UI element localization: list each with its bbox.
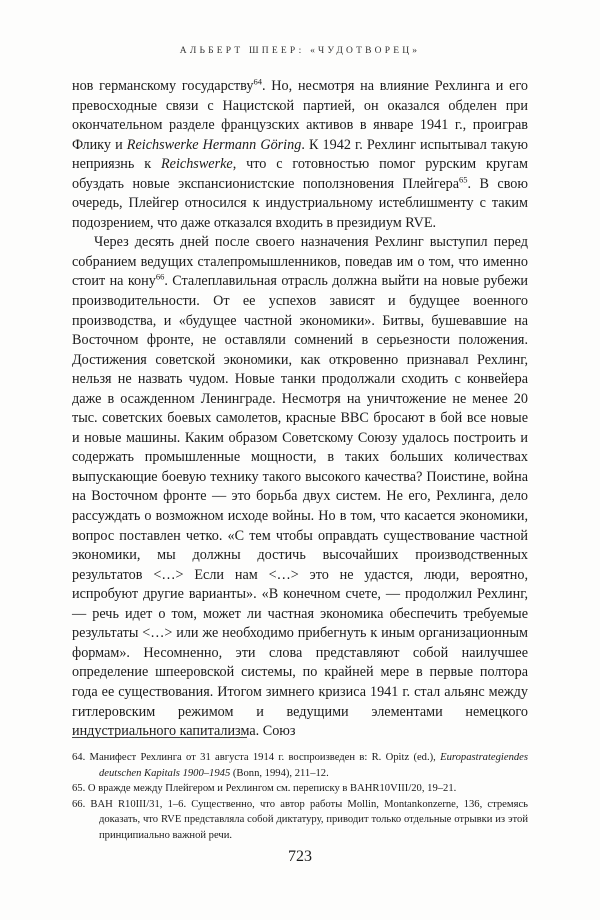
italic-title: Reichswerke Hermann Göring (126, 136, 302, 153)
note-reference: 65 (459, 174, 468, 184)
footnote-65 (72, 781, 528, 797)
text-run: . В свою очередь, Плейгер относился к индустриальному истеблишменту с таким подозрением, что даже отказался входить в президиум RVE. (72, 175, 528, 231)
paragraph-1 (72, 77, 528, 233)
text-run: . К 1942 г. Рехлинг испытывал такую неприязнь к (72, 136, 528, 173)
note-reference: 64 (253, 76, 262, 87)
text-run: . Но, несмотря на влияние Рехлинга и его превосходные связи с Нацистской партией, он оказался обделен при окончательном разделе французских активов в январе 1941 г., проиграв Флику и (72, 78, 529, 153)
italic-title: Europastrategiendes deutschen Kapitals 1900–1945 (99, 752, 528, 779)
text-run: Через десять дней после своего назначения Рехлинг выступил перед собранием ведущих сталепромышленников, поведав им о том, что именно стоит на кону (72, 234, 528, 290)
text-run: . Сталеплавильная отрасль должна выйти на новые рубежи производительности. От ее успехов зависят и будущее военного производства, и «будущее частной экономики». Битвы, бушевавшие на Восточном фронте, не оставляли сомнений в серьезности положения. Достижения советской экономики, как откровенно признавал Рехлинг, нельзя не назвать чудом. Новые танки продолжали сходить с конвейера даже в осажденном Ленинграде. Несмотря на уничтожение не менее 20 тыс. советских боевых самолетов, красные ВВС бросают в бой все новые и новые машины. Каким образом Советскому Союзу удалось построить и содержать промышленные мощности, в таких больших количествах выпускающие боевую технику такого высокого качества? Поистине, война на Восточном фронте — это борьба двух систем. Не его, Рехлинга, дело рассуждать о возможном исходе войны. Но в том, что касается экономики, вопрос поставлен четко. «С тем чтобы оправдать существование частной экономики, мы должны достичь высочайших производственных результатов <…> Если нам <…> это не удастся, люди, вероятно, испробуют другие варианты». «В конечном счете, — продолжил Рехлинг, — речь идет о том, может ли частная экономика обеспечить требуемые результаты <…> или же необходимо прибегнуть к иным организационным формам». Несомненно, эти слова представляют собой наилучшее определение шпееровской системы, по крайней мере в первые полтора года ее существования. Итогом зимнего кризиса 1941 г. стал альянс между гитлеровским режимом и ведущими элементами немецкого индустриального капитализма. Союз (72, 273, 528, 740)
page-number: 723 (288, 848, 312, 865)
text-run: 66. BAH R10III/31, 1–6. Существенно, что автор работы Mollin, Montankonzerne, 136, стремясь доказать, что RVE представляла собой диктатуру, приводит только отдельные отрывки из этой принципиально важной речи. (72, 798, 528, 841)
italic-title: Reichswerke (161, 156, 233, 173)
text-run: , что с готовностью помог рурским кругам обуздать новые экспансионистские поползновения Плейгера (72, 156, 528, 192)
running-head: АЛЬБЕРТ ШПЕЕР: «ЧУДОТВОРЕЦ» (179, 46, 421, 56)
footnotes (72, 750, 528, 844)
paragraph-2 (72, 233, 528, 741)
footnote-64 (72, 750, 528, 781)
footnote-66 (72, 797, 528, 844)
footnote-divider (72, 737, 247, 738)
text-run: (Bonn, 1994), 211–12. (230, 767, 329, 779)
text-run: 65. О вражде между Плейгером и Рехлингом см. переписку в BAHR10VIII/20, 19–21. (72, 783, 457, 795)
note-reference: 66 (155, 271, 165, 282)
text-run: 64. Манифест Рехлинга от 31 августа 1914 г. воспроизведен в: R. Opitz (ed.), (72, 752, 441, 763)
main-text (72, 77, 528, 742)
text-run: нов германскому государству (72, 78, 254, 94)
